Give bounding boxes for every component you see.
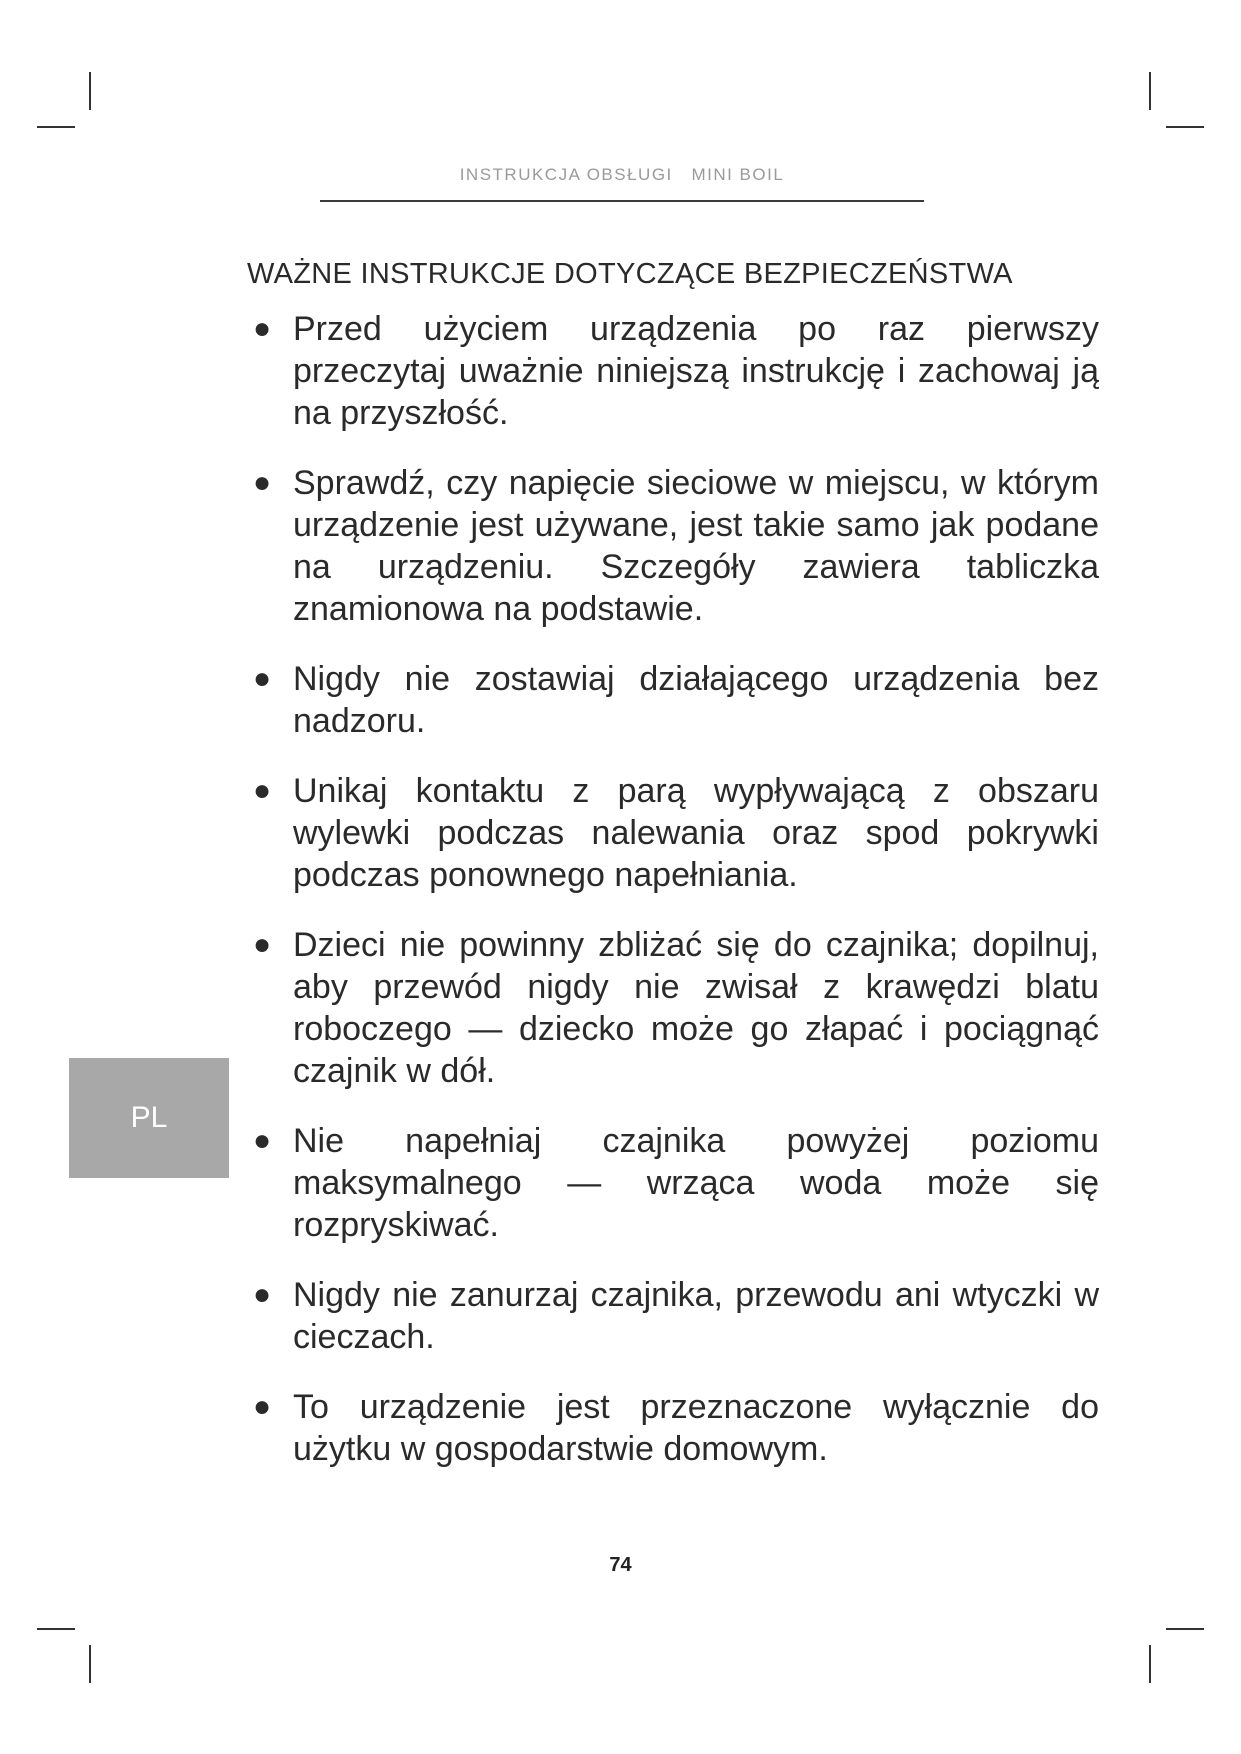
- bullet-icon: ●: [253, 928, 272, 961]
- crop-mark: [1166, 1628, 1204, 1630]
- list-item: [247, 924, 1099, 1092]
- list-item: [247, 1274, 1099, 1358]
- list-item: [247, 770, 1099, 896]
- crop-mark: [89, 72, 91, 110]
- list-item: [247, 308, 1099, 434]
- bullet-icon: ●: [253, 1278, 272, 1311]
- instruction-text: To urządzenie jest przeznaczone wyłącznie do użytku w gospodarstwie domowym.: [293, 1388, 1099, 1468]
- list-item: [247, 1386, 1099, 1470]
- crop-mark: [1149, 1645, 1151, 1683]
- instruction-text: Sprawdź, czy napięcie sieciowe w miejscu, w którym urządzenie jest używane, jest takie samo jak podane na urządzeniu. Szczegóły zawiera tabliczka znamionowa na podstawie.: [293, 464, 1099, 628]
- page-number: 74: [609, 1554, 632, 1576]
- instruction-text: Unikaj kontaktu z parą wypływającą z obszaru wylewki podczas nalewania oraz spod pokrywki podczas ponownego napełniania.: [293, 772, 1099, 894]
- instruction-text: Nigdy nie zostawiaj działającego urządzenia bez nadzoru.: [293, 660, 1099, 740]
- header-divider: [320, 200, 924, 202]
- list-item: [247, 1120, 1099, 1246]
- list-item: [247, 658, 1099, 742]
- crop-mark: [89, 1645, 91, 1683]
- safety-instructions-list: [247, 308, 1099, 1498]
- crop-mark: [1149, 72, 1151, 110]
- bullet-icon: ●: [253, 1390, 272, 1423]
- bullet-icon: ●: [253, 1124, 272, 1157]
- instruction-text: Nigdy nie zanurzaj czajnika, przewodu ani wtyczki w cieczach.: [293, 1276, 1099, 1356]
- crop-mark: [37, 126, 75, 128]
- bullet-icon: ●: [253, 466, 272, 499]
- bullet-icon: ●: [253, 774, 272, 807]
- language-tab: PL: [69, 1058, 229, 1178]
- crop-mark: [37, 1628, 75, 1630]
- instruction-text: Dzieci nie powinny zbliżać się do czajnika; dopilnuj, aby przewód nigdy nie zwisał z krawędzi blatu roboczego — dziecko może go złapać i pociągnąć czajnik w dół.: [293, 926, 1099, 1090]
- bullet-icon: ●: [253, 662, 272, 695]
- instruction-text: Przed użyciem urządzenia po raz pierwszy przeczytaj uważnie niniejszą instrukcję i zachowaj ją na przyszłość.: [293, 310, 1099, 432]
- instruction-text: Nie napełniaj czajnika powyżej poziomu maksymalnego — wrząca woda może się rozpryskiwać.: [293, 1122, 1099, 1244]
- section-title: WAŻNE INSTRUKCJE DOTYCZĄCE BEZPIECZEŃSTWA: [247, 258, 1013, 290]
- running-header: INSTRUKCJA OBSŁUGI MINI BOIL: [459, 165, 785, 184]
- bullet-icon: ●: [253, 312, 272, 345]
- crop-mark: [1166, 126, 1204, 128]
- list-item: [247, 462, 1099, 630]
